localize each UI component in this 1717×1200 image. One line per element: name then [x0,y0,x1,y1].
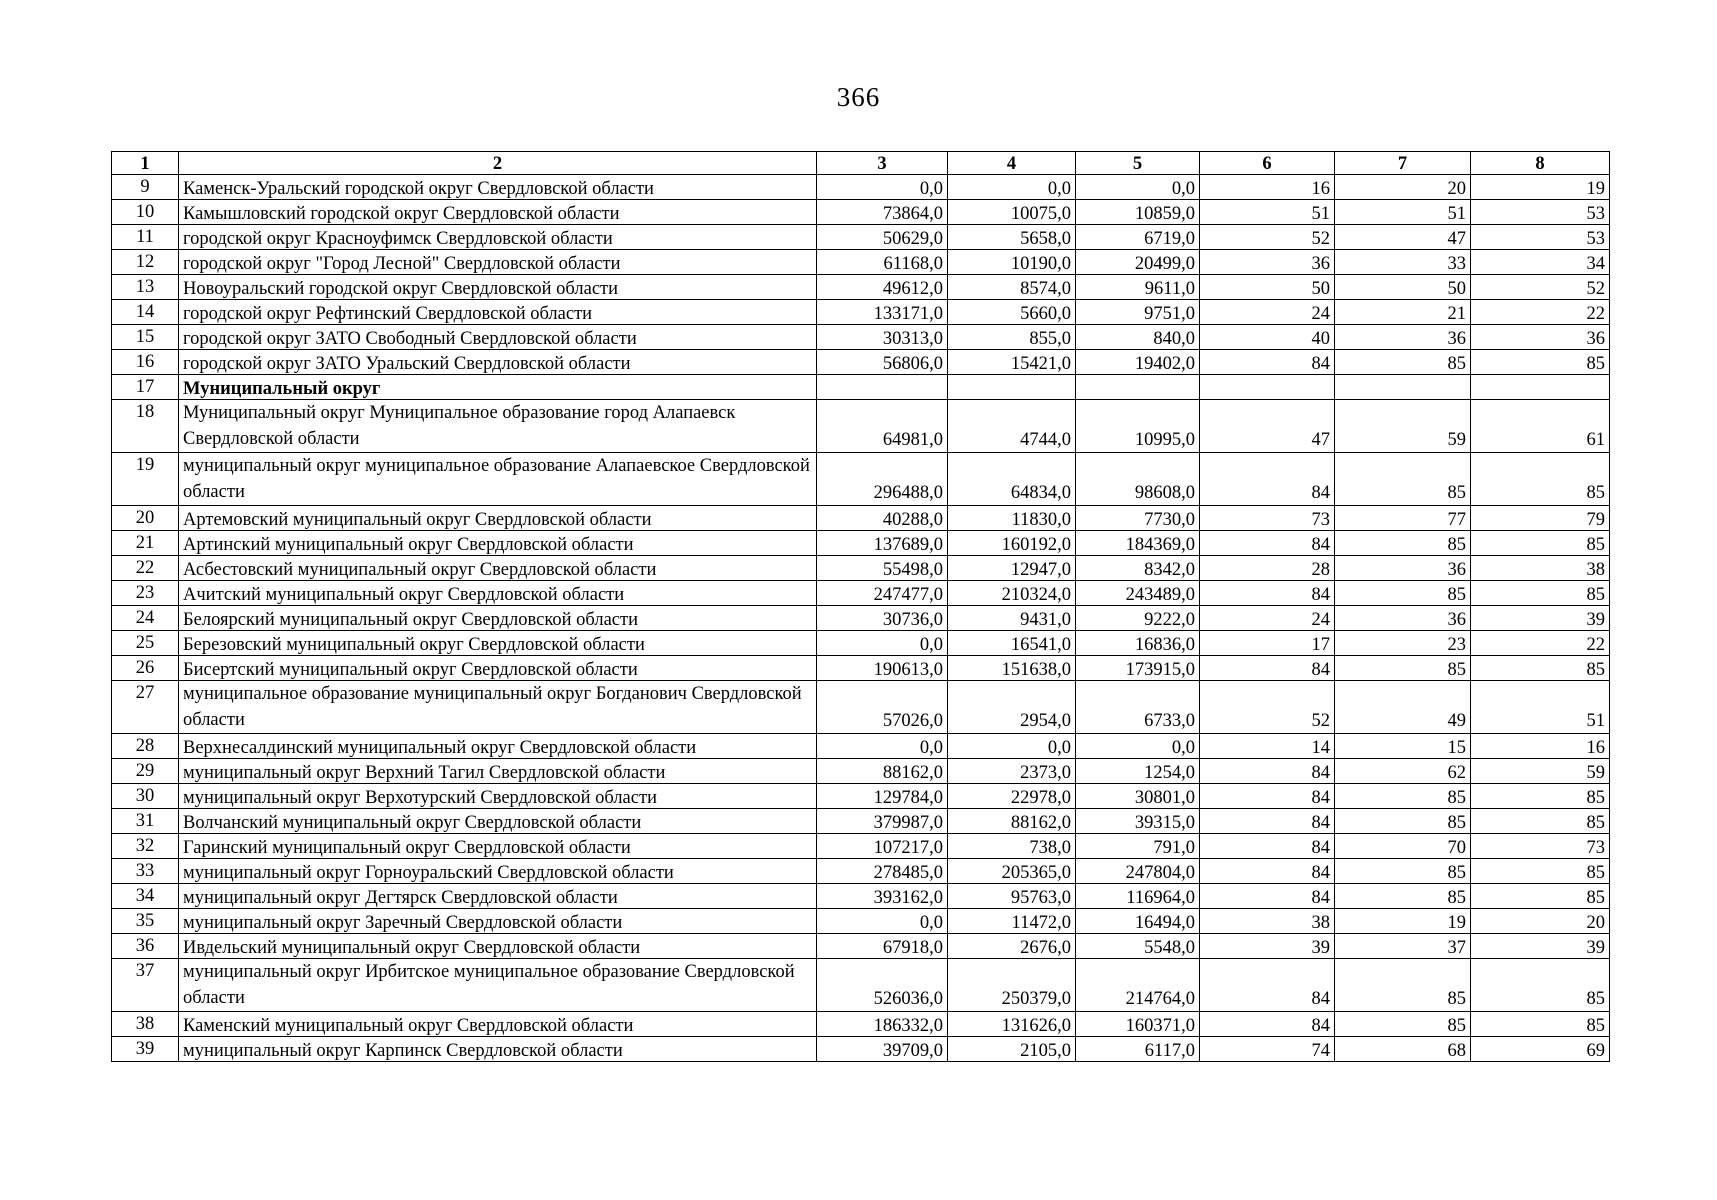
table-row [112,1012,1610,1037]
row-number-cell: 27 [112,681,179,734]
column-4-cell [948,375,1076,400]
column-4-cell: 2676,0 [948,934,1076,959]
column-3-cell: 39709,0 [817,1037,948,1062]
row-number-cell: 35 [112,909,179,934]
column-8-cell: 34 [1471,250,1610,275]
column-6-cell: 84 [1200,453,1335,506]
column-7-cell: 85 [1335,1012,1471,1037]
table-row [112,734,1610,759]
column-8-cell [1471,375,1610,400]
column-4-cell: 250379,0 [948,959,1076,1012]
table-row [112,681,1610,734]
column-3-cell: 247477,0 [817,581,948,606]
column-4-cell: 11830,0 [948,506,1076,531]
column-3-cell: 56806,0 [817,350,948,375]
table-row [112,225,1610,250]
municipality-name-cell: Новоуральский городской округ Свердловской области [179,275,817,300]
municipality-name-cell: муниципальный округ Горноуральский Свердловской области [179,859,817,884]
column-5-cell: 16836,0 [1076,631,1200,656]
data-table [111,151,1610,1062]
column-3-cell: 55498,0 [817,556,948,581]
municipality-name-cell: Волчанский муниципальный округ Свердловской области [179,809,817,834]
column-6-cell: 84 [1200,959,1335,1012]
table-row [112,300,1610,325]
row-number-cell: 29 [112,759,179,784]
row-number-cell: 37 [112,959,179,1012]
column-3-cell [817,375,948,400]
column-3-cell: 107217,0 [817,834,948,859]
column-8-cell: 51 [1471,681,1610,734]
column-4-cell: 2373,0 [948,759,1076,784]
table-row [112,656,1610,681]
column-5-cell: 10859,0 [1076,200,1200,225]
column-4-cell: 10190,0 [948,250,1076,275]
municipality-name-cell: городской округ "Город Лесной" Свердловской области [179,250,817,275]
table-row [112,809,1610,834]
municipality-name-cell: муниципальный округ Верхний Тагил Свердловской области [179,759,817,784]
column-8-cell: 79 [1471,506,1610,531]
table-row [112,506,1610,531]
column-8-cell: 69 [1471,1037,1610,1062]
row-number-cell: 31 [112,809,179,834]
column-8-cell: 85 [1471,350,1610,375]
column-5-cell: 10995,0 [1076,400,1200,453]
municipality-name-cell: Бисертский муниципальный округ Свердловской области [179,656,817,681]
table-row [112,556,1610,581]
table-row [112,581,1610,606]
row-number-cell: 15 [112,325,179,350]
column-6-cell: 16 [1200,175,1335,200]
column-6-cell: 51 [1200,200,1335,225]
column-4-cell: 10075,0 [948,200,1076,225]
column-4-cell: 88162,0 [948,809,1076,834]
table-header-row [112,152,1610,175]
column-8-cell: 61 [1471,400,1610,453]
column-7-cell: 85 [1335,350,1471,375]
column-6-cell: 52 [1200,225,1335,250]
column-7-cell: 68 [1335,1037,1471,1062]
column-3-cell: 186332,0 [817,1012,948,1037]
column-8-cell: 85 [1471,581,1610,606]
column-5-cell: 840,0 [1076,325,1200,350]
row-number-cell: 18 [112,400,179,453]
row-number-cell: 25 [112,631,179,656]
row-number-cell: 39 [112,1037,179,1062]
column-header: 2 [179,152,817,175]
column-8-cell: 22 [1471,631,1610,656]
page-number: 366 [836,82,881,112]
column-header: 4 [948,152,1076,175]
column-6-cell: 40 [1200,325,1335,350]
column-7-cell: 47 [1335,225,1471,250]
column-7-cell: 85 [1335,959,1471,1012]
column-7-cell: 77 [1335,506,1471,531]
column-3-cell: 0,0 [817,175,948,200]
table-row [112,884,1610,909]
municipality-name-cell: городской округ Рефтинский Свердловской области [179,300,817,325]
municipality-name-cell: муниципальное образование муниципальный округ Богданович Свердловской области [179,681,817,734]
column-3-cell: 278485,0 [817,859,948,884]
column-6-cell: 39 [1200,934,1335,959]
column-8-cell: 85 [1471,656,1610,681]
column-header: 3 [817,152,948,175]
row-number-cell: 19 [112,453,179,506]
column-7-cell: 36 [1335,606,1471,631]
column-4-cell: 205365,0 [948,859,1076,884]
municipality-name-cell: Березовский муниципальный округ Свердловской области [179,631,817,656]
column-6-cell: 84 [1200,859,1335,884]
column-4-cell: 15421,0 [948,350,1076,375]
table-row [112,453,1610,506]
row-number-cell: 28 [112,734,179,759]
column-3-cell: 393162,0 [817,884,948,909]
column-5-cell: 160371,0 [1076,1012,1200,1037]
column-8-cell: 59 [1471,759,1610,784]
column-5-cell: 98608,0 [1076,453,1200,506]
column-header: 5 [1076,152,1200,175]
column-7-cell: 20 [1335,175,1471,200]
column-5-cell: 9222,0 [1076,606,1200,631]
municipality-name-cell: Каменский муниципальный округ Свердловской области [179,1012,817,1037]
column-7-cell: 85 [1335,809,1471,834]
table-row [112,759,1610,784]
municipality-name-cell: Артинский муниципальный округ Свердловской области [179,531,817,556]
column-7-cell: 70 [1335,834,1471,859]
column-7-cell: 36 [1335,556,1471,581]
column-7-cell [1335,375,1471,400]
column-4-cell: 12947,0 [948,556,1076,581]
column-5-cell: 7730,0 [1076,506,1200,531]
column-8-cell: 22 [1471,300,1610,325]
column-3-cell: 61168,0 [817,250,948,275]
column-5-cell: 6733,0 [1076,681,1200,734]
column-3-cell: 133171,0 [817,300,948,325]
column-6-cell: 28 [1200,556,1335,581]
column-3-cell: 296488,0 [817,453,948,506]
column-7-cell: 51 [1335,200,1471,225]
column-3-cell: 190613,0 [817,656,948,681]
municipality-name-cell: городской округ ЗАТО Уральский Свердловской области [179,350,817,375]
table-row [112,531,1610,556]
column-3-cell: 40288,0 [817,506,948,531]
column-6-cell: 84 [1200,809,1335,834]
municipality-name-cell: Камышловский городской округ Свердловской области [179,200,817,225]
column-4-cell: 210324,0 [948,581,1076,606]
column-3-cell: 64981,0 [817,400,948,453]
column-7-cell: 62 [1335,759,1471,784]
column-5-cell: 19402,0 [1076,350,1200,375]
municipality-name-cell: муниципальный округ Дегтярск Свердловской области [179,884,817,909]
column-3-cell: 0,0 [817,631,948,656]
column-4-cell: 0,0 [948,734,1076,759]
column-6-cell: 24 [1200,300,1335,325]
row-number-cell: 38 [112,1012,179,1037]
column-7-cell: 50 [1335,275,1471,300]
column-header: 1 [112,152,179,175]
table-row [112,275,1610,300]
row-number-cell: 20 [112,506,179,531]
column-7-cell: 36 [1335,325,1471,350]
column-6-cell: 84 [1200,656,1335,681]
table-row [112,959,1610,1012]
row-number-cell: 12 [112,250,179,275]
column-5-cell: 116964,0 [1076,884,1200,909]
column-3-cell: 73864,0 [817,200,948,225]
column-3-cell: 88162,0 [817,759,948,784]
column-4-cell: 4744,0 [948,400,1076,453]
column-6-cell: 50 [1200,275,1335,300]
table-row [112,909,1610,934]
column-4-cell: 2954,0 [948,681,1076,734]
column-6-cell: 84 [1200,759,1335,784]
municipality-name-cell: муниципальный округ муниципальное образование Алапаевское Свердловской области [179,453,817,506]
column-8-cell: 85 [1471,884,1610,909]
column-8-cell: 20 [1471,909,1610,934]
table-row [112,934,1610,959]
municipality-name-cell: муниципальный округ Верхотурский Свердловской области [179,784,817,809]
row-number-cell: 24 [112,606,179,631]
municipality-name-cell: муниципальный округ Заречный Свердловской области [179,909,817,934]
column-7-cell: 23 [1335,631,1471,656]
row-number-cell: 34 [112,884,179,909]
column-4-cell: 11472,0 [948,909,1076,934]
column-4-cell: 160192,0 [948,531,1076,556]
column-5-cell: 184369,0 [1076,531,1200,556]
column-7-cell: 19 [1335,909,1471,934]
column-8-cell: 85 [1471,859,1610,884]
column-3-cell: 379987,0 [817,809,948,834]
column-3-cell: 57026,0 [817,681,948,734]
table-row [112,1037,1610,1062]
column-7-cell: 85 [1335,884,1471,909]
row-number-cell: 16 [112,350,179,375]
column-7-cell: 85 [1335,581,1471,606]
row-number-cell: 14 [112,300,179,325]
table-row [112,200,1610,225]
column-8-cell: 85 [1471,453,1610,506]
column-5-cell [1076,375,1200,400]
table-row [112,175,1610,200]
column-4-cell: 131626,0 [948,1012,1076,1037]
table-row [112,325,1610,350]
column-8-cell: 85 [1471,959,1610,1012]
column-6-cell: 84 [1200,884,1335,909]
row-number-cell: 10 [112,200,179,225]
column-8-cell: 85 [1471,809,1610,834]
column-7-cell: 85 [1335,656,1471,681]
column-7-cell: 15 [1335,734,1471,759]
column-5-cell: 39315,0 [1076,809,1200,834]
column-8-cell: 85 [1471,531,1610,556]
row-number-cell: 22 [112,556,179,581]
column-6-cell: 36 [1200,250,1335,275]
column-4-cell: 16541,0 [948,631,1076,656]
column-6-cell: 84 [1200,350,1335,375]
section-header-row [112,375,1610,400]
municipality-name-cell: городской округ Красноуфимск Свердловской области [179,225,817,250]
column-6-cell: 52 [1200,681,1335,734]
municipality-name-cell: Ивдельский муниципальный округ Свердловской области [179,934,817,959]
column-6-cell: 24 [1200,606,1335,631]
column-7-cell: 85 [1335,531,1471,556]
column-5-cell: 5548,0 [1076,934,1200,959]
municipality-name-cell: Асбестовский муниципальный округ Свердловской области [179,556,817,581]
row-number-cell: 23 [112,581,179,606]
municipality-name-cell: муниципальный округ Карпинск Свердловской области [179,1037,817,1062]
municipality-name-cell: Артемовский муниципальный округ Свердловской области [179,506,817,531]
column-6-cell: 14 [1200,734,1335,759]
column-8-cell: 53 [1471,225,1610,250]
column-6-cell: 84 [1200,834,1335,859]
column-4-cell: 8574,0 [948,275,1076,300]
column-4-cell: 9431,0 [948,606,1076,631]
column-4-cell: 0,0 [948,175,1076,200]
row-number-cell: 9 [112,175,179,200]
row-number-cell: 30 [112,784,179,809]
column-8-cell: 73 [1471,834,1610,859]
table-row [112,350,1610,375]
municipality-name-cell: Муниципальный округ [179,375,817,400]
column-6-cell: 84 [1200,581,1335,606]
column-5-cell: 8342,0 [1076,556,1200,581]
column-5-cell: 0,0 [1076,175,1200,200]
row-number-cell: 11 [112,225,179,250]
column-4-cell: 2105,0 [948,1037,1076,1062]
column-3-cell: 137689,0 [817,531,948,556]
column-4-cell: 151638,0 [948,656,1076,681]
column-4-cell: 64834,0 [948,453,1076,506]
table-row [112,250,1610,275]
column-6-cell: 47 [1200,400,1335,453]
row-number-cell: 36 [112,934,179,959]
column-8-cell: 39 [1471,606,1610,631]
row-number-cell: 21 [112,531,179,556]
column-6-cell: 38 [1200,909,1335,934]
municipality-name-cell: Гаринский муниципальный округ Свердловской области [179,834,817,859]
column-7-cell: 59 [1335,400,1471,453]
column-5-cell: 6719,0 [1076,225,1200,250]
municipality-name-cell: муниципальный округ Ирбитское муниципальное образование Свердловской области [179,959,817,1012]
column-5-cell: 243489,0 [1076,581,1200,606]
column-5-cell: 20499,0 [1076,250,1200,275]
column-4-cell: 738,0 [948,834,1076,859]
column-3-cell: 50629,0 [817,225,948,250]
column-7-cell: 33 [1335,250,1471,275]
table-row [112,631,1610,656]
column-8-cell: 53 [1471,200,1610,225]
column-7-cell: 21 [1335,300,1471,325]
column-6-cell [1200,375,1335,400]
column-8-cell: 19 [1471,175,1610,200]
column-4-cell: 22978,0 [948,784,1076,809]
table-row [112,606,1610,631]
column-4-cell: 95763,0 [948,884,1076,909]
column-header: 8 [1471,152,1610,175]
municipality-name-cell: Каменск-Уральский городской округ Свердловской области [179,175,817,200]
column-5-cell: 247804,0 [1076,859,1200,884]
column-7-cell: 85 [1335,859,1471,884]
column-6-cell: 84 [1200,1012,1335,1037]
column-6-cell: 84 [1200,531,1335,556]
column-3-cell: 0,0 [817,909,948,934]
column-5-cell: 6117,0 [1076,1037,1200,1062]
column-header: 7 [1335,152,1471,175]
column-7-cell: 37 [1335,934,1471,959]
column-7-cell: 85 [1335,784,1471,809]
column-8-cell: 85 [1471,784,1610,809]
table-row [112,400,1610,453]
column-4-cell: 5660,0 [948,300,1076,325]
column-5-cell: 9611,0 [1076,275,1200,300]
row-number-cell: 26 [112,656,179,681]
column-8-cell: 36 [1471,325,1610,350]
column-4-cell: 5658,0 [948,225,1076,250]
column-8-cell: 16 [1471,734,1610,759]
municipality-name-cell: Муниципальный округ Муниципальное образование город Алапаевск Свердловской области [179,400,817,453]
column-3-cell: 30313,0 [817,325,948,350]
municipality-name-cell: городской округ ЗАТО Свободный Свердловской области [179,325,817,350]
municipality-name-cell: Ачитский муниципальный округ Свердловской области [179,581,817,606]
column-5-cell: 30801,0 [1076,784,1200,809]
column-7-cell: 49 [1335,681,1471,734]
column-8-cell: 85 [1471,1012,1610,1037]
column-4-cell: 855,0 [948,325,1076,350]
column-3-cell: 30736,0 [817,606,948,631]
row-number-cell: 17 [112,375,179,400]
column-header: 6 [1200,152,1335,175]
column-3-cell: 49612,0 [817,275,948,300]
row-number-cell: 33 [112,859,179,884]
table-row [112,784,1610,809]
column-5-cell: 16494,0 [1076,909,1200,934]
column-3-cell: 67918,0 [817,934,948,959]
column-5-cell: 791,0 [1076,834,1200,859]
column-8-cell: 38 [1471,556,1610,581]
column-5-cell: 173915,0 [1076,656,1200,681]
municipality-name-cell: Белоярский муниципальный округ Свердловской области [179,606,817,631]
column-7-cell: 85 [1335,453,1471,506]
column-6-cell: 74 [1200,1037,1335,1062]
municipality-name-cell: Верхнесалдинский муниципальный округ Свердловской области [179,734,817,759]
table-row [112,859,1610,884]
row-number-cell: 32 [112,834,179,859]
column-3-cell: 129784,0 [817,784,948,809]
column-5-cell: 0,0 [1076,734,1200,759]
table-row [112,834,1610,859]
column-6-cell: 73 [1200,506,1335,531]
column-6-cell: 84 [1200,784,1335,809]
column-6-cell: 17 [1200,631,1335,656]
column-5-cell: 214764,0 [1076,959,1200,1012]
row-number-cell: 13 [112,275,179,300]
column-5-cell: 9751,0 [1076,300,1200,325]
column-8-cell: 39 [1471,934,1610,959]
column-3-cell: 0,0 [817,734,948,759]
column-5-cell: 1254,0 [1076,759,1200,784]
column-3-cell: 526036,0 [817,959,948,1012]
column-8-cell: 52 [1471,275,1610,300]
